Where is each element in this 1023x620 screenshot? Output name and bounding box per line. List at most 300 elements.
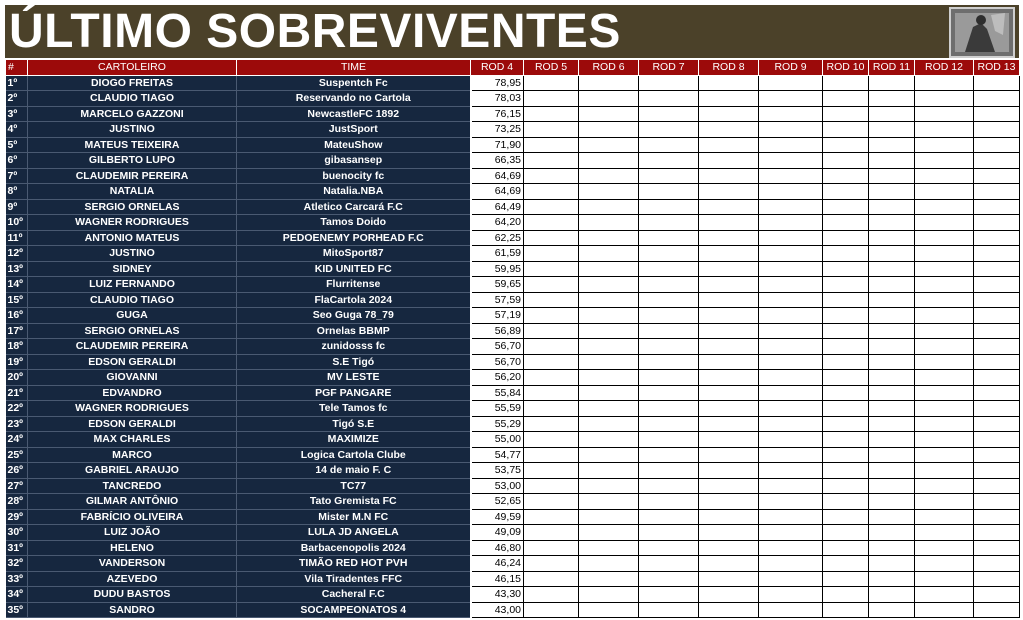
score-cell-empty[interactable] bbox=[524, 540, 579, 556]
score-cell-empty[interactable] bbox=[974, 587, 1020, 603]
score-cell-empty[interactable] bbox=[869, 199, 915, 215]
cartoleiro-cell[interactable]: JUSTINO bbox=[28, 122, 237, 138]
score-cell-empty[interactable] bbox=[759, 602, 823, 618]
team-cell[interactable]: Suspentch Fc bbox=[237, 75, 471, 91]
cartoleiro-cell[interactable]: LUIZ JOÃO bbox=[28, 525, 237, 541]
score-cell-empty[interactable] bbox=[915, 261, 974, 277]
score-cell-rod4[interactable]: 55,59 bbox=[471, 401, 524, 417]
score-cell-empty[interactable] bbox=[915, 416, 974, 432]
cartoleiro-cell[interactable]: NATALIA bbox=[28, 184, 237, 200]
team-cell[interactable]: Tamos Doido bbox=[237, 215, 471, 231]
cartoleiro-cell[interactable]: GIOVANNI bbox=[28, 370, 237, 386]
score-cell-empty[interactable] bbox=[869, 463, 915, 479]
score-cell-empty[interactable] bbox=[974, 509, 1020, 525]
score-cell-rod4[interactable]: 46,80 bbox=[471, 540, 524, 556]
score-cell-empty[interactable] bbox=[974, 122, 1020, 138]
score-cell-empty[interactable] bbox=[639, 122, 699, 138]
score-cell-empty[interactable] bbox=[579, 106, 639, 122]
score-cell-empty[interactable] bbox=[869, 75, 915, 91]
score-cell-empty[interactable] bbox=[699, 106, 759, 122]
score-cell-empty[interactable] bbox=[699, 432, 759, 448]
score-cell-empty[interactable] bbox=[579, 339, 639, 355]
score-cell-empty[interactable] bbox=[759, 509, 823, 525]
score-cell-empty[interactable] bbox=[759, 463, 823, 479]
score-cell-empty[interactable] bbox=[869, 137, 915, 153]
score-cell-empty[interactable] bbox=[699, 587, 759, 603]
score-cell-empty[interactable] bbox=[639, 261, 699, 277]
score-cell-rod4[interactable]: 56,70 bbox=[471, 354, 524, 370]
position-cell[interactable]: 32º bbox=[6, 556, 28, 572]
score-cell-rod4[interactable]: 53,00 bbox=[471, 478, 524, 494]
score-cell-empty[interactable] bbox=[823, 525, 869, 541]
score-cell-empty[interactable] bbox=[699, 292, 759, 308]
score-cell-empty[interactable] bbox=[869, 509, 915, 525]
score-cell-empty[interactable] bbox=[639, 587, 699, 603]
score-cell-empty[interactable] bbox=[759, 277, 823, 293]
score-cell-empty[interactable] bbox=[524, 416, 579, 432]
position-cell[interactable]: 22º bbox=[6, 401, 28, 417]
score-cell-empty[interactable] bbox=[639, 478, 699, 494]
score-cell-empty[interactable] bbox=[823, 122, 869, 138]
score-cell-empty[interactable] bbox=[974, 230, 1020, 246]
score-cell-empty[interactable] bbox=[759, 323, 823, 339]
score-cell-rod4[interactable]: 59,65 bbox=[471, 277, 524, 293]
score-cell-empty[interactable] bbox=[823, 478, 869, 494]
score-cell-empty[interactable] bbox=[823, 106, 869, 122]
team-cell[interactable]: NewcastleFC 1892 bbox=[237, 106, 471, 122]
score-cell-empty[interactable] bbox=[869, 540, 915, 556]
score-cell-empty[interactable] bbox=[579, 308, 639, 324]
score-cell-empty[interactable] bbox=[524, 587, 579, 603]
position-cell[interactable]: 24º bbox=[6, 432, 28, 448]
score-cell-empty[interactable] bbox=[759, 339, 823, 355]
score-cell-empty[interactable] bbox=[699, 339, 759, 355]
score-cell-empty[interactable] bbox=[579, 230, 639, 246]
score-cell-empty[interactable] bbox=[759, 199, 823, 215]
team-cell[interactable]: gibasansep bbox=[237, 153, 471, 169]
score-cell-empty[interactable] bbox=[915, 168, 974, 184]
cartoleiro-cell[interactable]: DUDU BASTOS bbox=[28, 587, 237, 603]
score-cell-empty[interactable] bbox=[639, 571, 699, 587]
score-cell-empty[interactable] bbox=[823, 261, 869, 277]
score-cell-empty[interactable] bbox=[524, 339, 579, 355]
cartoleiro-cell[interactable]: GUGA bbox=[28, 308, 237, 324]
score-cell-empty[interactable] bbox=[699, 401, 759, 417]
score-cell-rod4[interactable]: 59,95 bbox=[471, 261, 524, 277]
cartoleiro-cell[interactable]: SERGIO ORNELAS bbox=[28, 323, 237, 339]
score-cell-empty[interactable] bbox=[974, 261, 1020, 277]
team-cell[interactable]: TIMÃO RED HOT PVH bbox=[237, 556, 471, 572]
team-cell[interactable]: Atletico Carcará F.C bbox=[237, 199, 471, 215]
score-cell-empty[interactable] bbox=[974, 370, 1020, 386]
score-cell-empty[interactable] bbox=[579, 153, 639, 169]
cartoleiro-cell[interactable]: TANCREDO bbox=[28, 478, 237, 494]
score-cell-empty[interactable] bbox=[639, 106, 699, 122]
score-cell-empty[interactable] bbox=[579, 571, 639, 587]
position-cell[interactable]: 25º bbox=[6, 447, 28, 463]
score-cell-empty[interactable] bbox=[974, 401, 1020, 417]
score-cell-empty[interactable] bbox=[823, 308, 869, 324]
position-cell[interactable]: 11º bbox=[6, 230, 28, 246]
score-cell-empty[interactable] bbox=[639, 354, 699, 370]
score-cell-empty[interactable] bbox=[915, 106, 974, 122]
score-cell-empty[interactable] bbox=[579, 261, 639, 277]
score-cell-empty[interactable] bbox=[759, 556, 823, 572]
score-cell-empty[interactable] bbox=[869, 122, 915, 138]
score-cell-empty[interactable] bbox=[759, 153, 823, 169]
position-cell[interactable]: 13º bbox=[6, 261, 28, 277]
score-cell-empty[interactable] bbox=[639, 91, 699, 107]
score-cell-empty[interactable] bbox=[699, 370, 759, 386]
score-cell-empty[interactable] bbox=[974, 602, 1020, 618]
cartoleiro-cell[interactable]: SERGIO ORNELAS bbox=[28, 199, 237, 215]
score-cell-empty[interactable] bbox=[639, 602, 699, 618]
score-cell-rod4[interactable]: 56,20 bbox=[471, 370, 524, 386]
score-cell-empty[interactable] bbox=[823, 137, 869, 153]
score-cell-empty[interactable] bbox=[823, 587, 869, 603]
score-cell-empty[interactable] bbox=[524, 525, 579, 541]
score-cell-empty[interactable] bbox=[974, 246, 1020, 262]
score-cell-empty[interactable] bbox=[524, 137, 579, 153]
score-cell-rod4[interactable]: 53,75 bbox=[471, 463, 524, 479]
score-cell-empty[interactable] bbox=[524, 447, 579, 463]
score-cell-empty[interactable] bbox=[759, 122, 823, 138]
score-cell-empty[interactable] bbox=[915, 494, 974, 510]
score-cell-empty[interactable] bbox=[524, 292, 579, 308]
score-cell-empty[interactable] bbox=[699, 494, 759, 510]
score-cell-empty[interactable] bbox=[915, 230, 974, 246]
position-cell[interactable]: 15º bbox=[6, 292, 28, 308]
score-cell-empty[interactable] bbox=[759, 494, 823, 510]
team-cell[interactable]: FlaCartola 2024 bbox=[237, 292, 471, 308]
score-cell-rod4[interactable]: 46,15 bbox=[471, 571, 524, 587]
score-cell-empty[interactable] bbox=[974, 478, 1020, 494]
score-cell-empty[interactable] bbox=[699, 571, 759, 587]
score-cell-empty[interactable] bbox=[524, 354, 579, 370]
team-cell[interactable]: MV LESTE bbox=[237, 370, 471, 386]
score-cell-empty[interactable] bbox=[579, 432, 639, 448]
cartoleiro-cell[interactable]: CLAUDEMIR PEREIRA bbox=[28, 339, 237, 355]
score-cell-empty[interactable] bbox=[579, 509, 639, 525]
score-cell-empty[interactable] bbox=[974, 184, 1020, 200]
score-cell-empty[interactable] bbox=[823, 556, 869, 572]
score-cell-rod4[interactable]: 57,19 bbox=[471, 308, 524, 324]
score-cell-empty[interactable] bbox=[524, 571, 579, 587]
score-cell-empty[interactable] bbox=[639, 494, 699, 510]
score-cell-empty[interactable] bbox=[699, 385, 759, 401]
position-cell[interactable]: 26º bbox=[6, 463, 28, 479]
score-cell-empty[interactable] bbox=[524, 153, 579, 169]
position-cell[interactable]: 5º bbox=[6, 137, 28, 153]
score-cell-empty[interactable] bbox=[869, 261, 915, 277]
score-cell-empty[interactable] bbox=[915, 525, 974, 541]
cartoleiro-cell[interactable]: GABRIEL ARAUJO bbox=[28, 463, 237, 479]
score-cell-empty[interactable] bbox=[639, 308, 699, 324]
score-cell-empty[interactable] bbox=[823, 168, 869, 184]
team-cell[interactable]: Cacheral F.C bbox=[237, 587, 471, 603]
score-cell-empty[interactable] bbox=[823, 354, 869, 370]
score-cell-empty[interactable] bbox=[823, 292, 869, 308]
position-cell[interactable]: 3º bbox=[6, 106, 28, 122]
score-cell-empty[interactable] bbox=[579, 168, 639, 184]
score-cell-empty[interactable] bbox=[579, 75, 639, 91]
score-cell-empty[interactable] bbox=[869, 323, 915, 339]
score-cell-empty[interactable] bbox=[823, 463, 869, 479]
score-cell-rod4[interactable]: 55,29 bbox=[471, 416, 524, 432]
score-cell-empty[interactable] bbox=[974, 215, 1020, 231]
score-cell-empty[interactable] bbox=[974, 323, 1020, 339]
position-cell[interactable]: 1º bbox=[6, 75, 28, 91]
score-cell-empty[interactable] bbox=[915, 432, 974, 448]
score-cell-empty[interactable] bbox=[823, 432, 869, 448]
score-cell-empty[interactable] bbox=[639, 540, 699, 556]
score-cell-empty[interactable] bbox=[524, 478, 579, 494]
score-cell-empty[interactable] bbox=[759, 416, 823, 432]
score-cell-rod4[interactable]: 56,70 bbox=[471, 339, 524, 355]
score-cell-empty[interactable] bbox=[869, 556, 915, 572]
position-cell[interactable]: 35º bbox=[6, 602, 28, 618]
score-cell-empty[interactable] bbox=[759, 292, 823, 308]
score-cell-empty[interactable] bbox=[579, 587, 639, 603]
team-cell[interactable]: MateuShow bbox=[237, 137, 471, 153]
score-cell-empty[interactable] bbox=[524, 184, 579, 200]
score-cell-rod4[interactable]: 54,77 bbox=[471, 447, 524, 463]
cartoleiro-cell[interactable]: EDVANDRO bbox=[28, 385, 237, 401]
score-cell-empty[interactable] bbox=[915, 323, 974, 339]
score-cell-empty[interactable] bbox=[699, 199, 759, 215]
score-cell-rod4[interactable]: 66,35 bbox=[471, 153, 524, 169]
position-cell[interactable]: 6º bbox=[6, 153, 28, 169]
score-cell-empty[interactable] bbox=[915, 540, 974, 556]
score-cell-empty[interactable] bbox=[579, 494, 639, 510]
score-cell-rod4[interactable]: 43,00 bbox=[471, 602, 524, 618]
score-cell-empty[interactable] bbox=[759, 587, 823, 603]
score-cell-empty[interactable] bbox=[759, 137, 823, 153]
score-cell-empty[interactable] bbox=[699, 184, 759, 200]
score-cell-empty[interactable] bbox=[699, 556, 759, 572]
score-cell-empty[interactable] bbox=[915, 463, 974, 479]
position-cell[interactable]: 10º bbox=[6, 215, 28, 231]
score-cell-empty[interactable] bbox=[759, 246, 823, 262]
score-cell-rod4[interactable]: 64,69 bbox=[471, 168, 524, 184]
score-cell-empty[interactable] bbox=[699, 261, 759, 277]
score-cell-empty[interactable] bbox=[639, 292, 699, 308]
score-cell-empty[interactable] bbox=[759, 91, 823, 107]
score-cell-empty[interactable] bbox=[974, 153, 1020, 169]
score-cell-empty[interactable] bbox=[524, 215, 579, 231]
score-cell-empty[interactable] bbox=[639, 323, 699, 339]
team-cell[interactable]: Natalia.NBA bbox=[237, 184, 471, 200]
score-cell-empty[interactable] bbox=[524, 122, 579, 138]
cartoleiro-cell[interactable]: FABRÍCIO OLIVEIRA bbox=[28, 509, 237, 525]
score-cell-empty[interactable] bbox=[759, 401, 823, 417]
score-cell-empty[interactable] bbox=[639, 75, 699, 91]
score-cell-empty[interactable] bbox=[823, 540, 869, 556]
score-cell-empty[interactable] bbox=[524, 106, 579, 122]
score-cell-empty[interactable] bbox=[823, 91, 869, 107]
score-cell-empty[interactable] bbox=[915, 153, 974, 169]
score-cell-empty[interactable] bbox=[823, 230, 869, 246]
score-cell-empty[interactable] bbox=[759, 385, 823, 401]
score-cell-empty[interactable] bbox=[699, 246, 759, 262]
score-cell-empty[interactable] bbox=[699, 354, 759, 370]
score-cell-empty[interactable] bbox=[869, 292, 915, 308]
score-cell-empty[interactable] bbox=[699, 540, 759, 556]
score-cell-empty[interactable] bbox=[699, 416, 759, 432]
score-cell-empty[interactable] bbox=[869, 370, 915, 386]
score-cell-rod4[interactable]: 71,90 bbox=[471, 137, 524, 153]
position-cell[interactable]: 19º bbox=[6, 354, 28, 370]
cartoleiro-cell[interactable]: GILBERTO LUPO bbox=[28, 153, 237, 169]
score-cell-empty[interactable] bbox=[699, 75, 759, 91]
score-cell-empty[interactable] bbox=[759, 184, 823, 200]
score-cell-empty[interactable] bbox=[974, 494, 1020, 510]
position-cell[interactable]: 14º bbox=[6, 277, 28, 293]
score-cell-empty[interactable] bbox=[639, 339, 699, 355]
score-cell-empty[interactable] bbox=[915, 137, 974, 153]
team-cell[interactable]: Mister M.N FC bbox=[237, 509, 471, 525]
score-cell-empty[interactable] bbox=[823, 571, 869, 587]
score-cell-rod4[interactable]: 49,59 bbox=[471, 509, 524, 525]
score-cell-empty[interactable] bbox=[823, 323, 869, 339]
score-cell-empty[interactable] bbox=[759, 432, 823, 448]
cartoleiro-cell[interactable]: CLAUDIO TIAGO bbox=[28, 292, 237, 308]
score-cell-empty[interactable] bbox=[823, 602, 869, 618]
score-cell-empty[interactable] bbox=[974, 385, 1020, 401]
score-cell-empty[interactable] bbox=[524, 401, 579, 417]
position-cell[interactable]: 7º bbox=[6, 168, 28, 184]
team-cell[interactable]: S.E Tigó bbox=[237, 354, 471, 370]
score-cell-empty[interactable] bbox=[759, 354, 823, 370]
score-cell-empty[interactable] bbox=[974, 199, 1020, 215]
score-cell-empty[interactable] bbox=[524, 370, 579, 386]
team-cell[interactable]: TC77 bbox=[237, 478, 471, 494]
score-cell-empty[interactable] bbox=[869, 339, 915, 355]
score-cell-empty[interactable] bbox=[759, 75, 823, 91]
score-cell-empty[interactable] bbox=[869, 432, 915, 448]
score-cell-empty[interactable] bbox=[639, 230, 699, 246]
team-cell[interactable]: Logica Cartola Clube bbox=[237, 447, 471, 463]
team-cell[interactable]: 14 de maio F. C bbox=[237, 463, 471, 479]
score-cell-empty[interactable] bbox=[699, 478, 759, 494]
cartoleiro-cell[interactable]: MATEUS TEIXEIRA bbox=[28, 137, 237, 153]
score-cell-empty[interactable] bbox=[639, 184, 699, 200]
team-cell[interactable]: LULA JD ANGELA bbox=[237, 525, 471, 541]
score-cell-empty[interactable] bbox=[699, 509, 759, 525]
score-cell-rod4[interactable]: 49,09 bbox=[471, 525, 524, 541]
team-cell[interactable]: JustSport bbox=[237, 122, 471, 138]
score-cell-empty[interactable] bbox=[579, 323, 639, 339]
score-cell-empty[interactable] bbox=[869, 308, 915, 324]
score-cell-rod4[interactable]: 64,49 bbox=[471, 199, 524, 215]
score-cell-empty[interactable] bbox=[699, 168, 759, 184]
score-cell-empty[interactable] bbox=[524, 509, 579, 525]
team-cell[interactable]: Vila Tiradentes FFC bbox=[237, 571, 471, 587]
score-cell-empty[interactable] bbox=[869, 168, 915, 184]
score-cell-rod4[interactable]: 73,25 bbox=[471, 122, 524, 138]
score-cell-empty[interactable] bbox=[524, 602, 579, 618]
score-cell-empty[interactable] bbox=[974, 91, 1020, 107]
team-cell[interactable]: Tigó S.E bbox=[237, 416, 471, 432]
score-cell-empty[interactable] bbox=[974, 75, 1020, 91]
score-cell-empty[interactable] bbox=[524, 323, 579, 339]
position-cell[interactable]: 34º bbox=[6, 587, 28, 603]
score-cell-empty[interactable] bbox=[869, 571, 915, 587]
score-cell-rod4[interactable]: 57,59 bbox=[471, 292, 524, 308]
score-cell-rod4[interactable]: 55,00 bbox=[471, 432, 524, 448]
score-cell-empty[interactable] bbox=[974, 292, 1020, 308]
position-cell[interactable]: 30º bbox=[6, 525, 28, 541]
score-cell-empty[interactable] bbox=[823, 401, 869, 417]
score-cell-empty[interactable] bbox=[639, 463, 699, 479]
team-cell[interactable]: Reservando no Cartola bbox=[237, 91, 471, 107]
score-cell-empty[interactable] bbox=[639, 509, 699, 525]
score-cell-empty[interactable] bbox=[579, 277, 639, 293]
score-cell-empty[interactable] bbox=[869, 106, 915, 122]
score-cell-empty[interactable] bbox=[524, 556, 579, 572]
score-cell-empty[interactable] bbox=[579, 91, 639, 107]
score-cell-empty[interactable] bbox=[524, 432, 579, 448]
score-cell-empty[interactable] bbox=[579, 416, 639, 432]
score-cell-rod4[interactable]: 52,65 bbox=[471, 494, 524, 510]
score-cell-empty[interactable] bbox=[524, 230, 579, 246]
position-cell[interactable]: 21º bbox=[6, 385, 28, 401]
score-cell-empty[interactable] bbox=[823, 447, 869, 463]
score-cell-rod4[interactable]: 76,15 bbox=[471, 106, 524, 122]
score-cell-empty[interactable] bbox=[915, 571, 974, 587]
score-cell-empty[interactable] bbox=[974, 540, 1020, 556]
position-cell[interactable]: 29º bbox=[6, 509, 28, 525]
score-cell-empty[interactable] bbox=[869, 184, 915, 200]
team-cell[interactable]: Tato Gremista FC bbox=[237, 494, 471, 510]
score-cell-empty[interactable] bbox=[915, 447, 974, 463]
score-cell-empty[interactable] bbox=[823, 184, 869, 200]
score-cell-empty[interactable] bbox=[915, 556, 974, 572]
score-cell-empty[interactable] bbox=[639, 168, 699, 184]
team-cell[interactable]: PEDOENEMY PORHEAD F.C bbox=[237, 230, 471, 246]
cartoleiro-cell[interactable]: ANTONIO MATEUS bbox=[28, 230, 237, 246]
score-cell-empty[interactable] bbox=[759, 540, 823, 556]
score-cell-empty[interactable] bbox=[869, 478, 915, 494]
score-cell-empty[interactable] bbox=[579, 370, 639, 386]
score-cell-empty[interactable] bbox=[699, 323, 759, 339]
score-cell-empty[interactable] bbox=[869, 525, 915, 541]
score-cell-empty[interactable] bbox=[869, 277, 915, 293]
cartoleiro-cell[interactable]: EDSON GERALDI bbox=[28, 416, 237, 432]
score-cell-empty[interactable] bbox=[974, 106, 1020, 122]
score-cell-empty[interactable] bbox=[579, 540, 639, 556]
score-cell-empty[interactable] bbox=[915, 292, 974, 308]
cartoleiro-cell[interactable]: LUIZ FERNANDO bbox=[28, 277, 237, 293]
score-cell-empty[interactable] bbox=[699, 122, 759, 138]
score-cell-rod4[interactable]: 61,59 bbox=[471, 246, 524, 262]
score-cell-empty[interactable] bbox=[759, 571, 823, 587]
cartoleiro-cell[interactable]: WAGNER RODRIGUES bbox=[28, 401, 237, 417]
score-cell-empty[interactable] bbox=[974, 556, 1020, 572]
score-cell-empty[interactable] bbox=[915, 215, 974, 231]
score-cell-empty[interactable] bbox=[579, 246, 639, 262]
score-cell-empty[interactable] bbox=[699, 91, 759, 107]
score-cell-empty[interactable] bbox=[823, 75, 869, 91]
score-cell-empty[interactable] bbox=[823, 153, 869, 169]
score-cell-empty[interactable] bbox=[869, 602, 915, 618]
position-cell[interactable]: 20º bbox=[6, 370, 28, 386]
cartoleiro-cell[interactable]: CLAUDEMIR PEREIRA bbox=[28, 168, 237, 184]
score-cell-empty[interactable] bbox=[974, 277, 1020, 293]
score-cell-empty[interactable] bbox=[579, 602, 639, 618]
team-cell[interactable]: Ornelas BBMP bbox=[237, 323, 471, 339]
score-cell-empty[interactable] bbox=[974, 308, 1020, 324]
